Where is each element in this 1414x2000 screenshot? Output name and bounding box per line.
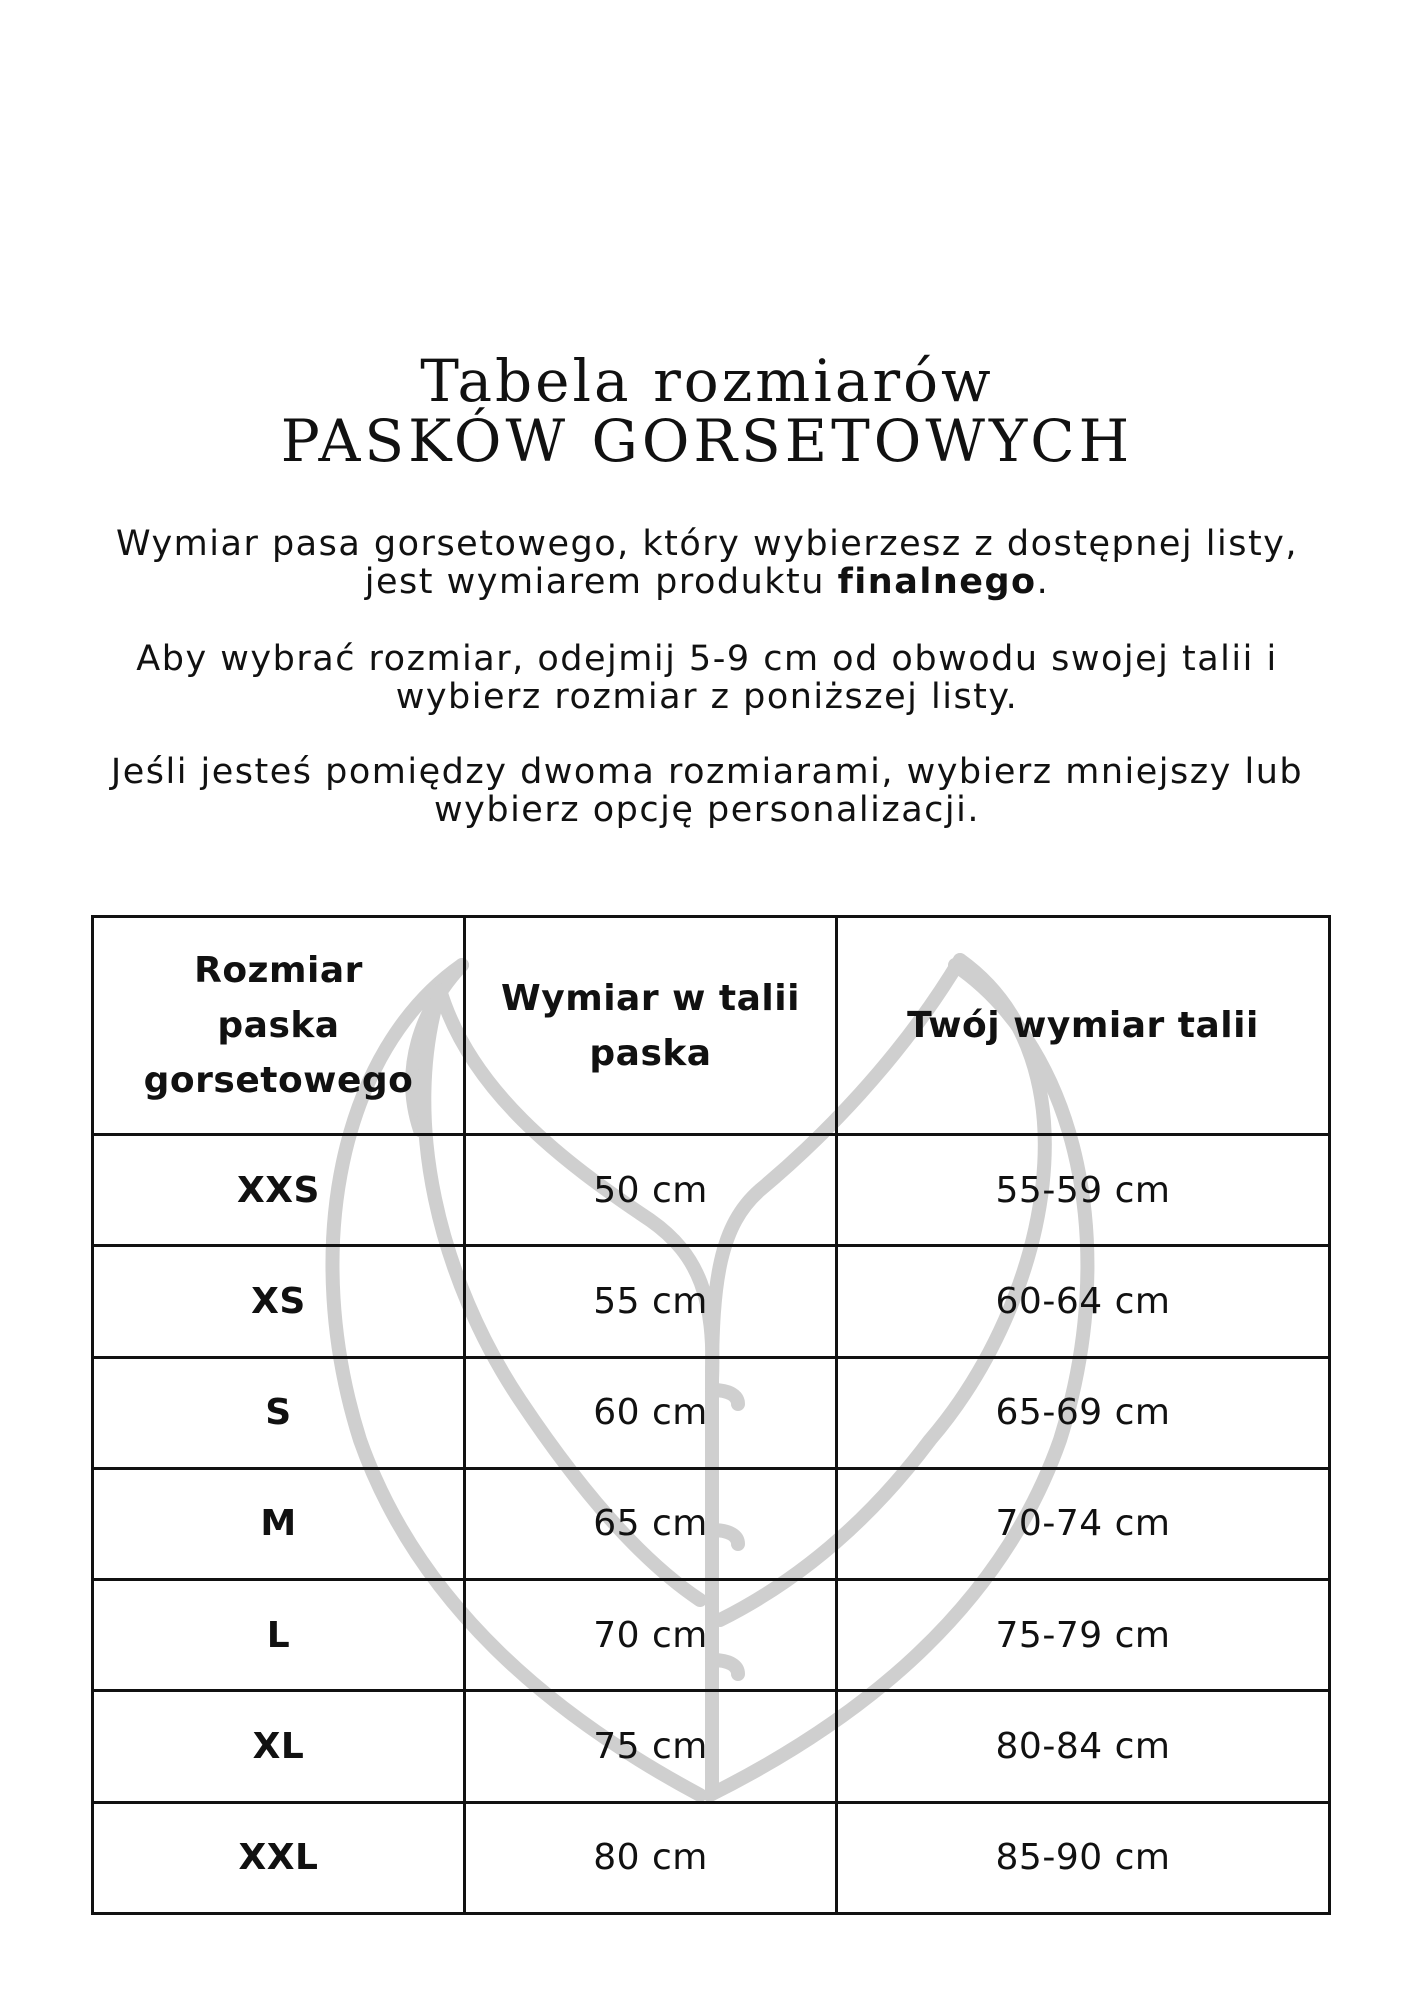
table-row <box>93 1135 1330 1246</box>
belt-cell: 75 cm <box>465 1691 837 1802</box>
intro-line-2 <box>0 563 1414 601</box>
waist-cell: 80-84 cm <box>837 1691 1330 1802</box>
size-cell: S <box>93 1357 465 1468</box>
intro-line-1: Wymiar pasa gorsetowego, który wybierzesz z dostępnej listy, <box>115 524 1299 564</box>
waist-cell: 70-74 cm <box>837 1468 1330 1579</box>
waist-cell: 75-79 cm <box>837 1580 1330 1691</box>
table-row <box>93 1357 1330 1468</box>
intro-paragraph <box>0 525 1414 601</box>
table-row <box>93 1580 1330 1691</box>
header-size-line-1: Rozmiar <box>194 950 363 991</box>
waist-cell: 60-64 cm <box>837 1246 1330 1357</box>
intro-line-2-end: . <box>1036 562 1050 602</box>
size-cell: XXL <box>93 1802 465 1913</box>
header-your-waist-text: Twój wymiar talii <box>907 1005 1259 1046</box>
belt-cell: 65 cm <box>465 1468 837 1579</box>
advice-paragraph <box>0 753 1414 829</box>
intro-bold-word: finalnego <box>837 562 1037 602</box>
instruction-paragraph <box>0 640 1414 716</box>
advice-line-1: Jeśli jesteś pomiędzy dwoma rozmiarami, wybierz mniejszy lub <box>110 752 1304 792</box>
advice-line-2: wybierz opcję personalizacji. <box>434 790 980 830</box>
header-belt-line-1: Wymiar w talii <box>501 977 800 1019</box>
header-size-line-3: gorsetowego <box>143 1060 414 1101</box>
table-row <box>93 1246 1330 1357</box>
header-belt-line-2: paska <box>589 1032 712 1074</box>
belt-cell: 50 cm <box>465 1135 837 1246</box>
belt-cell: 60 cm <box>465 1357 837 1468</box>
waist-cell: 65-69 cm <box>837 1357 1330 1468</box>
header-belt-waist <box>465 917 837 1135</box>
table-row <box>93 1468 1330 1579</box>
page-title: Tabela rozmiarów <box>420 347 994 415</box>
header-size-line-2: paska <box>217 1005 340 1046</box>
intro-line-2-text: jest wymiarem produktu <box>364 562 838 602</box>
size-cell: XL <box>93 1691 465 1802</box>
table-row <box>93 1691 1330 1802</box>
table-header-row <box>93 917 1330 1135</box>
size-cell: XXS <box>93 1135 465 1246</box>
belt-cell: 70 cm <box>465 1580 837 1691</box>
instruction-line-1: Aby wybrać rozmiar, odejmij 5-9 cm od obwodu swojej talii i <box>136 639 1278 679</box>
waist-cell: 85-90 cm <box>837 1802 1330 1913</box>
size-cell: XS <box>93 1246 465 1357</box>
size-cell: L <box>93 1580 465 1691</box>
header-size <box>93 917 465 1135</box>
table-row <box>93 1802 1330 1913</box>
instruction-line-2: wybierz rozmiar z poniższej listy. <box>395 677 1019 717</box>
belt-cell: 55 cm <box>465 1246 837 1357</box>
header-your-waist <box>837 917 1330 1135</box>
page-subtitle: PASKÓW GORSETOWYCH <box>280 407 1134 475</box>
waist-cell: 55-59 cm <box>837 1135 1330 1246</box>
size-table <box>91 915 1331 1915</box>
size-cell: M <box>93 1468 465 1579</box>
belt-cell: 80 cm <box>465 1802 837 1913</box>
